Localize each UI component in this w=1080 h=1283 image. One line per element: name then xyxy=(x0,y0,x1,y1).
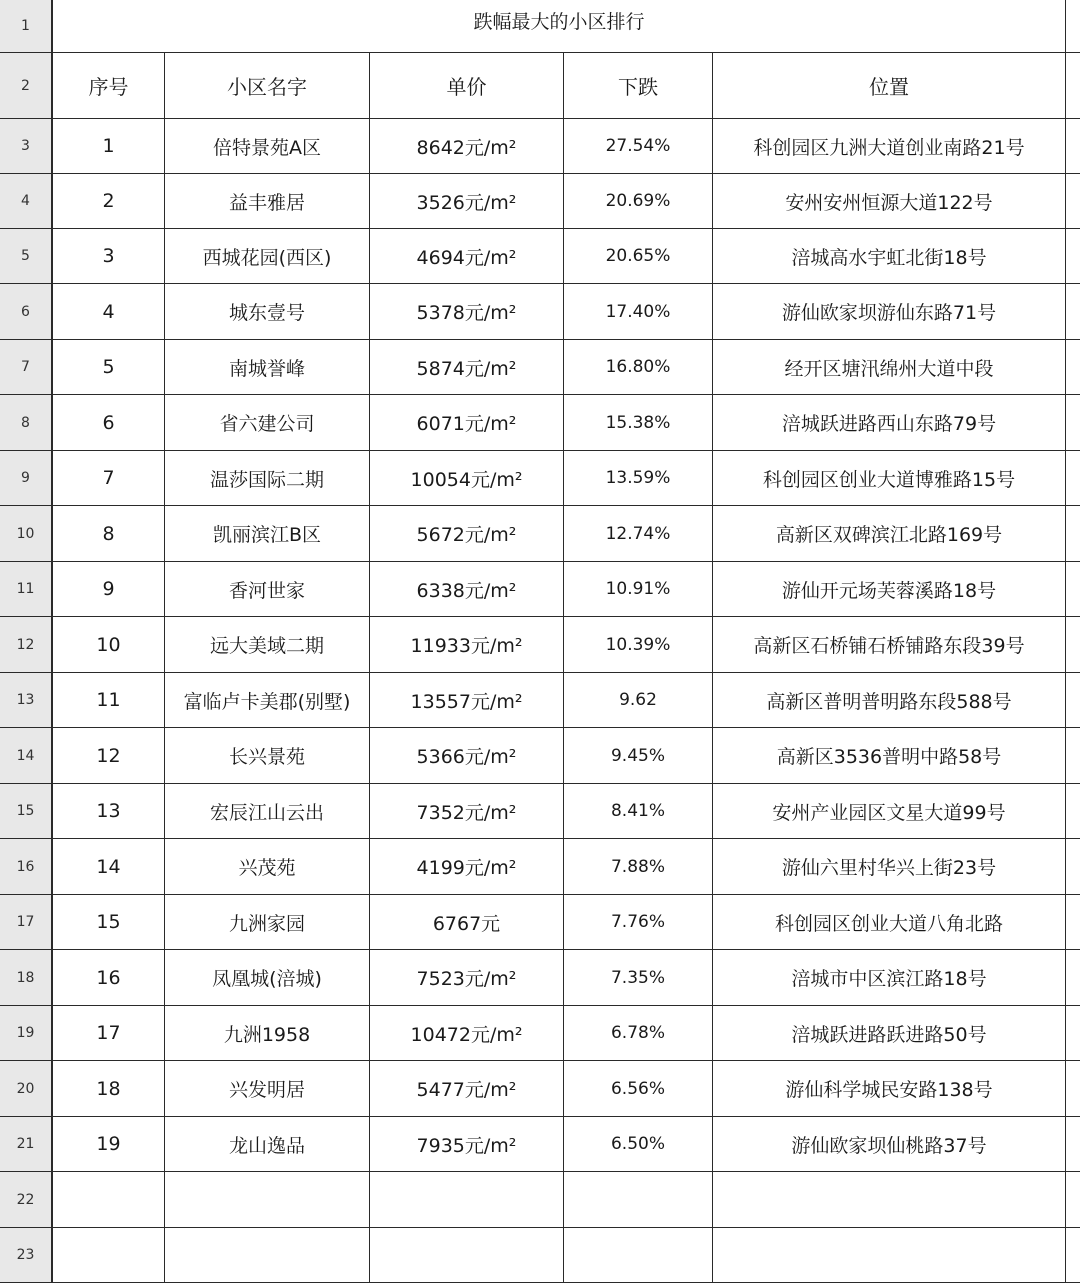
cell-location[interactable]: 高新区3536普明中路58号 xyxy=(713,728,1066,784)
cell-drop[interactable]: 10.91% xyxy=(564,562,713,617)
cell-name[interactable]: 西城花园(西区) xyxy=(165,229,370,284)
sheet-right-edge xyxy=(1066,1228,1080,1283)
cell-index[interactable]: 7 xyxy=(53,451,165,506)
row-header[interactable]: 21 xyxy=(0,1117,53,1172)
header-location[interactable]: 位置 xyxy=(713,53,1066,119)
cell-name[interactable]: 九洲1958 xyxy=(165,1006,370,1061)
cell-price[interactable]: 6767元 xyxy=(370,895,564,950)
cell-index[interactable]: 1 xyxy=(53,119,165,174)
empty-cell[interactable] xyxy=(713,1228,1066,1283)
sheet-right-edge xyxy=(1066,1172,1080,1228)
sheet-right-edge xyxy=(1066,617,1080,673)
sheet-right-edge xyxy=(1066,895,1080,950)
cell-location[interactable]: 游仙科学城民安路138号 xyxy=(713,1061,1066,1117)
cell-price[interactable]: 6071元/m² xyxy=(370,395,564,451)
sheet-right-edge xyxy=(1066,1061,1080,1117)
empty-cell[interactable] xyxy=(370,1228,564,1283)
row-header[interactable]: 3 xyxy=(0,119,53,174)
cell-index[interactable]: 16 xyxy=(53,950,165,1006)
cell-index[interactable]: 11 xyxy=(53,673,165,728)
cell-price[interactable]: 5672元/m² xyxy=(370,506,564,562)
cell-drop[interactable]: 6.50% xyxy=(564,1117,713,1172)
cell-price[interactable]: 7935元/m² xyxy=(370,1117,564,1172)
cell-name[interactable]: 南城誉峰 xyxy=(165,340,370,395)
cell-index[interactable]: 4 xyxy=(53,284,165,340)
cell-name[interactable]: 九洲家园 xyxy=(165,895,370,950)
sheet-right-edge xyxy=(1066,119,1080,174)
cell-location[interactable]: 游仙开元场芙蓉溪路18号 xyxy=(713,562,1066,617)
cell-location[interactable]: 游仙六里村华兴上街23号 xyxy=(713,839,1066,895)
cell-price[interactable]: 3526元/m² xyxy=(370,174,564,229)
sheet-right-edge xyxy=(1066,784,1080,839)
header-drop[interactable]: 下跌 xyxy=(564,53,713,119)
cell-name[interactable]: 香河世家 xyxy=(165,562,370,617)
row-header[interactable]: 8 xyxy=(0,395,53,451)
cell-location[interactable]: 游仙欧家坝仙桃路37号 xyxy=(713,1117,1066,1172)
row-header[interactable]: 12 xyxy=(0,617,53,673)
cell-name[interactable]: 城东壹号 xyxy=(165,284,370,340)
cell-price[interactable]: 4694元/m² xyxy=(370,229,564,284)
cell-price[interactable]: 7523元/m² xyxy=(370,950,564,1006)
cell-index[interactable]: 15 xyxy=(53,895,165,950)
sheet-right-edge xyxy=(1066,0,1080,53)
sheet-right-edge xyxy=(1066,395,1080,451)
row-header[interactable]: 16 xyxy=(0,839,53,895)
row-header[interactable]: 7 xyxy=(0,340,53,395)
cell-drop[interactable]: 15.38% xyxy=(564,395,713,451)
cell-location[interactable]: 高新区普明普明路东段588号 xyxy=(713,673,1066,728)
empty-cell[interactable] xyxy=(564,1228,713,1283)
cell-index[interactable]: 13 xyxy=(53,784,165,839)
cell-drop[interactable]: 20.65% xyxy=(564,229,713,284)
cell-drop[interactable]: 7.76% xyxy=(564,895,713,950)
row-header[interactable]: 13 xyxy=(0,673,53,728)
cell-index[interactable]: 12 xyxy=(53,728,165,784)
row-header[interactable]: 18 xyxy=(0,950,53,1006)
sheet-right-edge xyxy=(1066,562,1080,617)
cell-name[interactable]: 兴茂苑 xyxy=(165,839,370,895)
empty-cell[interactable] xyxy=(713,1172,1066,1228)
cell-index[interactable]: 9 xyxy=(53,562,165,617)
cell-drop[interactable]: 9.45% xyxy=(564,728,713,784)
sheet-right-edge xyxy=(1066,506,1080,562)
cell-price[interactable]: 10054元/m² xyxy=(370,451,564,506)
cell-drop[interactable]: 6.78% xyxy=(564,1006,713,1061)
sheet-right-edge xyxy=(1066,950,1080,1006)
cell-price[interactable]: 6338元/m² xyxy=(370,562,564,617)
empty-cell[interactable] xyxy=(370,1172,564,1228)
cell-price[interactable]: 11933元/m² xyxy=(370,617,564,673)
sheet-right-edge xyxy=(1066,451,1080,506)
cell-index[interactable]: 18 xyxy=(53,1061,165,1117)
row-header[interactable]: 2 xyxy=(0,53,53,119)
row-header[interactable]: 22 xyxy=(0,1172,53,1228)
cell-drop[interactable]: 7.35% xyxy=(564,950,713,1006)
cell-drop[interactable]: 8.41% xyxy=(564,784,713,839)
cell-location[interactable]: 科创园区创业大道博雅路15号 xyxy=(713,451,1066,506)
cell-name[interactable]: 富临卢卡美郡(别墅) xyxy=(165,673,370,728)
cell-price[interactable]: 5378元/m² xyxy=(370,284,564,340)
cell-name[interactable]: 兴发明居 xyxy=(165,1061,370,1117)
cell-drop[interactable]: 9.62 xyxy=(564,673,713,728)
cell-price[interactable]: 8642元/m² xyxy=(370,119,564,174)
cell-location[interactable]: 涪城高水宇虹北街18号 xyxy=(713,229,1066,284)
cell-drop[interactable]: 12.74% xyxy=(564,506,713,562)
cell-location[interactable]: 涪城市中区滨江路18号 xyxy=(713,950,1066,1006)
sheet-right-edge xyxy=(1066,340,1080,395)
cell-index[interactable]: 19 xyxy=(53,1117,165,1172)
sheet-right-edge xyxy=(1066,284,1080,340)
row-header[interactable]: 23 xyxy=(0,1228,53,1283)
cell-location[interactable]: 经开区塘汛绵州大道中段 xyxy=(713,340,1066,395)
row-header[interactable]: 15 xyxy=(0,784,53,839)
empty-cell[interactable] xyxy=(165,1172,370,1228)
cell-drop[interactable]: 13.59% xyxy=(564,451,713,506)
cell-location[interactable]: 安州安州恒源大道122号 xyxy=(713,174,1066,229)
sheet-title[interactable]: 跌幅最大的小区排行 xyxy=(53,0,1066,53)
sheet-right-edge xyxy=(1066,1006,1080,1061)
cell-price[interactable]: 5477元/m² xyxy=(370,1061,564,1117)
cell-index[interactable]: 10 xyxy=(53,617,165,673)
row-header[interactable]: 5 xyxy=(0,229,53,284)
cell-location[interactable]: 科创园区九洲大道创业南路21号 xyxy=(713,119,1066,174)
cell-location[interactable]: 涪城跃进路西山东路79号 xyxy=(713,395,1066,451)
cell-name[interactable]: 倍特景苑A区 xyxy=(165,119,370,174)
cell-index[interactable]: 14 xyxy=(53,839,165,895)
cell-location[interactable]: 涪城跃进路跃进路50号 xyxy=(713,1006,1066,1061)
cell-price[interactable]: 13557元/m² xyxy=(370,673,564,728)
cell-name[interactable]: 温莎国际二期 xyxy=(165,451,370,506)
cell-name[interactable]: 益丰雅居 xyxy=(165,174,370,229)
cell-drop[interactable]: 20.69% xyxy=(564,174,713,229)
row-header[interactable]: 6 xyxy=(0,284,53,340)
cell-drop[interactable]: 7.88% xyxy=(564,839,713,895)
cell-drop[interactable]: 10.39% xyxy=(564,617,713,673)
cell-price[interactable]: 5874元/m² xyxy=(370,340,564,395)
header-price[interactable]: 单价 xyxy=(370,53,564,119)
cell-index[interactable]: 8 xyxy=(53,506,165,562)
row-header[interactable]: 20 xyxy=(0,1061,53,1117)
cell-index[interactable]: 2 xyxy=(53,174,165,229)
cell-location[interactable]: 高新区石桥铺石桥铺路东段39号 xyxy=(713,617,1066,673)
cell-location[interactable]: 科创园区创业大道八角北路 xyxy=(713,895,1066,950)
cell-index[interactable]: 5 xyxy=(53,340,165,395)
sheet-right-edge xyxy=(1066,1117,1080,1172)
cell-name[interactable]: 凤凰城(涪城) xyxy=(165,950,370,1006)
cell-index[interactable]: 3 xyxy=(53,229,165,284)
cell-name[interactable]: 省六建公司 xyxy=(165,395,370,451)
cell-name[interactable]: 长兴景苑 xyxy=(165,728,370,784)
cell-location[interactable]: 游仙欧家坝游仙东路71号 xyxy=(713,284,1066,340)
cell-drop[interactable]: 6.56% xyxy=(564,1061,713,1117)
sheet-right-edge xyxy=(1066,728,1080,784)
empty-cell[interactable] xyxy=(53,1172,165,1228)
cell-index[interactable]: 6 xyxy=(53,395,165,451)
row-header[interactable]: 1 xyxy=(0,0,53,53)
row-header[interactable]: 11 xyxy=(0,562,53,617)
cell-location[interactable]: 安州产业园区文星大道99号 xyxy=(713,784,1066,839)
header-name[interactable]: 小区名字 xyxy=(165,53,370,119)
sheet-right-edge xyxy=(1066,839,1080,895)
cell-name[interactable]: 宏辰江山云出 xyxy=(165,784,370,839)
sheet-right-edge xyxy=(1066,229,1080,284)
cell-drop[interactable]: 27.54% xyxy=(564,119,713,174)
sheet-right-edge xyxy=(1066,174,1080,229)
cell-drop[interactable]: 16.80% xyxy=(564,340,713,395)
cell-price[interactable]: 10472元/m² xyxy=(370,1006,564,1061)
cell-name[interactable]: 远大美域二期 xyxy=(165,617,370,673)
row-header[interactable]: 4 xyxy=(0,174,53,229)
row-header[interactable]: 9 xyxy=(0,451,53,506)
cell-location[interactable]: 高新区双碑滨江北路169号 xyxy=(713,506,1066,562)
cell-price[interactable]: 7352元/m² xyxy=(370,784,564,839)
sheet-right-edge xyxy=(1066,53,1080,119)
cell-name[interactable]: 龙山逸品 xyxy=(165,1117,370,1172)
cell-drop[interactable]: 17.40% xyxy=(564,284,713,340)
empty-cell[interactable] xyxy=(564,1172,713,1228)
cell-price[interactable]: 5366元/m² xyxy=(370,728,564,784)
cell-name[interactable]: 凯丽滨江B区 xyxy=(165,506,370,562)
cell-price[interactable]: 4199元/m² xyxy=(370,839,564,895)
row-header[interactable]: 17 xyxy=(0,895,53,950)
header-index[interactable]: 序号 xyxy=(53,53,165,119)
empty-cell[interactable] xyxy=(165,1228,370,1283)
cell-index[interactable]: 17 xyxy=(53,1006,165,1061)
row-header[interactable]: 10 xyxy=(0,506,53,562)
row-header[interactable]: 14 xyxy=(0,728,53,784)
sheet-right-edge xyxy=(1066,673,1080,728)
row-header[interactable]: 19 xyxy=(0,1006,53,1061)
empty-cell[interactable] xyxy=(53,1228,165,1283)
